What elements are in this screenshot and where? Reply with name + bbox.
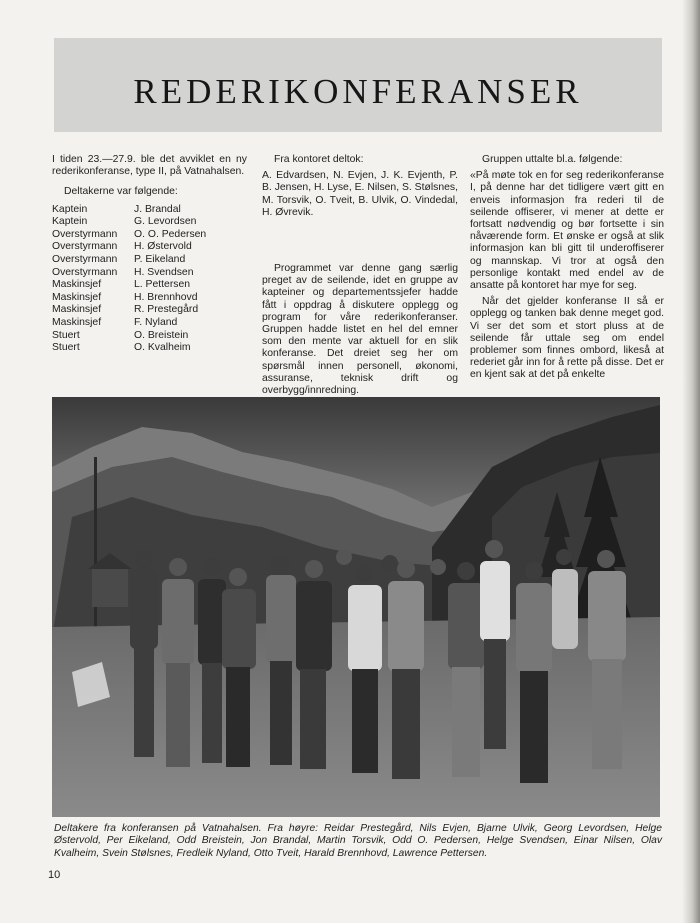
participant-row bbox=[52, 267, 247, 280]
participant-role: Overstyrmann bbox=[52, 253, 118, 265]
participant-name: F. Nyland bbox=[134, 316, 178, 328]
participant-row bbox=[52, 241, 247, 254]
participant-name: L. Pettersen bbox=[134, 279, 191, 291]
participant-row bbox=[52, 279, 247, 292]
participants-list bbox=[52, 204, 247, 355]
page-binding-edge bbox=[682, 0, 700, 923]
participant-name: J. Brandal bbox=[134, 203, 181, 215]
participant-name: P. Eikeland bbox=[134, 253, 186, 265]
participant-name: H. Svendsen bbox=[134, 266, 194, 278]
program-paragraph: Programmet var denne gang særlig preget av de seilende, idet en gruppe av kapteiner og departementssjefer hadde fått i oppdrag å diskutere opplegg og program for våre rederikonferanser. Gruppen hadde listet en hel del emner som den mente var aktuell for en slik konferanse. Det dreiet seg her om spørsmål innen personell, økonomi, assuranse, teknisk drift og overbygg/innredning. bbox=[262, 263, 458, 397]
participant-name: H. Brennhovd bbox=[134, 291, 198, 303]
participant-row bbox=[52, 254, 247, 267]
participant-row bbox=[52, 204, 247, 217]
participant-role: Stuert bbox=[52, 342, 80, 354]
participant-role: Maskinsjef bbox=[52, 316, 102, 328]
participant-role: Kaptein bbox=[52, 216, 88, 228]
participant-role: Kaptein bbox=[52, 203, 88, 215]
participant-role: Overstyrmann bbox=[52, 228, 118, 240]
participant-name: O. O. Pedersen bbox=[134, 228, 207, 240]
page-number: 10 bbox=[48, 869, 61, 881]
participant-role: Overstyrmann bbox=[52, 241, 118, 253]
participants-heading: Deltakerne var følgende: bbox=[64, 186, 178, 198]
participant-name: O. Kvalheim bbox=[134, 342, 191, 354]
participant-role: Stuert bbox=[52, 329, 80, 341]
intro-paragraph: I tiden 23.—27.9. ble det avviklet en ny rederikonferanse, type II, på Vatnahalsen. bbox=[52, 154, 247, 178]
participant-row bbox=[52, 342, 247, 355]
participant-name: G. Levordsen bbox=[134, 216, 197, 228]
participant-name: O. Breistein bbox=[134, 329, 189, 341]
participant-name: R. Prestegård bbox=[134, 304, 199, 316]
group-heading: Gruppen uttalte bl.a. følgende: bbox=[482, 154, 623, 165]
group-photo-illustration bbox=[52, 397, 660, 817]
participant-row bbox=[52, 216, 247, 229]
group-quote: «På møte tok en for seg rederikonferanse I, på denne har det tidligere vært gitt en enveis informasjon fra rederi til de seilende offiserer, vi mener at dette er fortsatt nødvendig og bør fortsette i sin nåværende form. Et ønske er også at slik informasjon kan bli gitt til underoffiserer og mannskap. Vi tror at også den personlige kontakt med endel av de ansatte på kontoret har mye for seg. bbox=[470, 170, 664, 292]
title-band bbox=[54, 38, 662, 132]
participant-role: Maskinsjef bbox=[52, 279, 102, 291]
page-title: REDERIKONFERANSER bbox=[133, 72, 583, 111]
participant-role: Maskinsjef bbox=[52, 291, 102, 303]
participant-row bbox=[52, 229, 247, 242]
participant-role: Maskinsjef bbox=[52, 304, 102, 316]
photo-caption: Deltakere fra konferansen på Vatnahalsen. Fra høyre: Reidar Prestegård, Nils Evjen, Bjarne Ulvik, Georg Levordsen, Helge Østervold, Per Eikeland, Odd Breistein, Jon Brandal, Martin Torsvik, Odd O. Pedersen, Helge Svendsen, Einar Nilsen, Olav Kvalheim, Svein Stølsnes, Fredleik Nyland, Otto Tveit, Harald Brennhovd, Lawrence Pettersen. bbox=[54, 823, 662, 859]
conference-2-paragraph: Når det gjelder konferanse II så er opplegg og tanken bak denne meget god. Vi ser det som et stort pluss at de seilende får uttale seg om endel problemer som finnes ombord, likeså at rederiet går inn for å rette på disse. Det er en kjent sak at det på enkelte bbox=[470, 296, 664, 381]
participant-row bbox=[52, 317, 247, 330]
group-photo bbox=[52, 397, 660, 817]
participant-row bbox=[52, 292, 247, 305]
column-1 bbox=[52, 154, 247, 355]
office-names: A. Edvardsen, N. Evjen, J. K. Evjenth, P. B. Jensen, H. Lyse, E. Nilsen, S. Stølsnes, M. Torsvik, O. Tveit, B. Ulvik, O. Vindedal, H. Øvrevik. bbox=[262, 170, 458, 218]
column-3 bbox=[470, 154, 664, 382]
participant-name: H. Østervold bbox=[134, 241, 192, 253]
column-2 bbox=[262, 154, 458, 397]
participant-row bbox=[52, 330, 247, 343]
participant-row bbox=[52, 304, 247, 317]
office-heading: Fra kontoret deltok: bbox=[274, 154, 364, 165]
participant-role: Overstyrmann bbox=[52, 266, 118, 278]
